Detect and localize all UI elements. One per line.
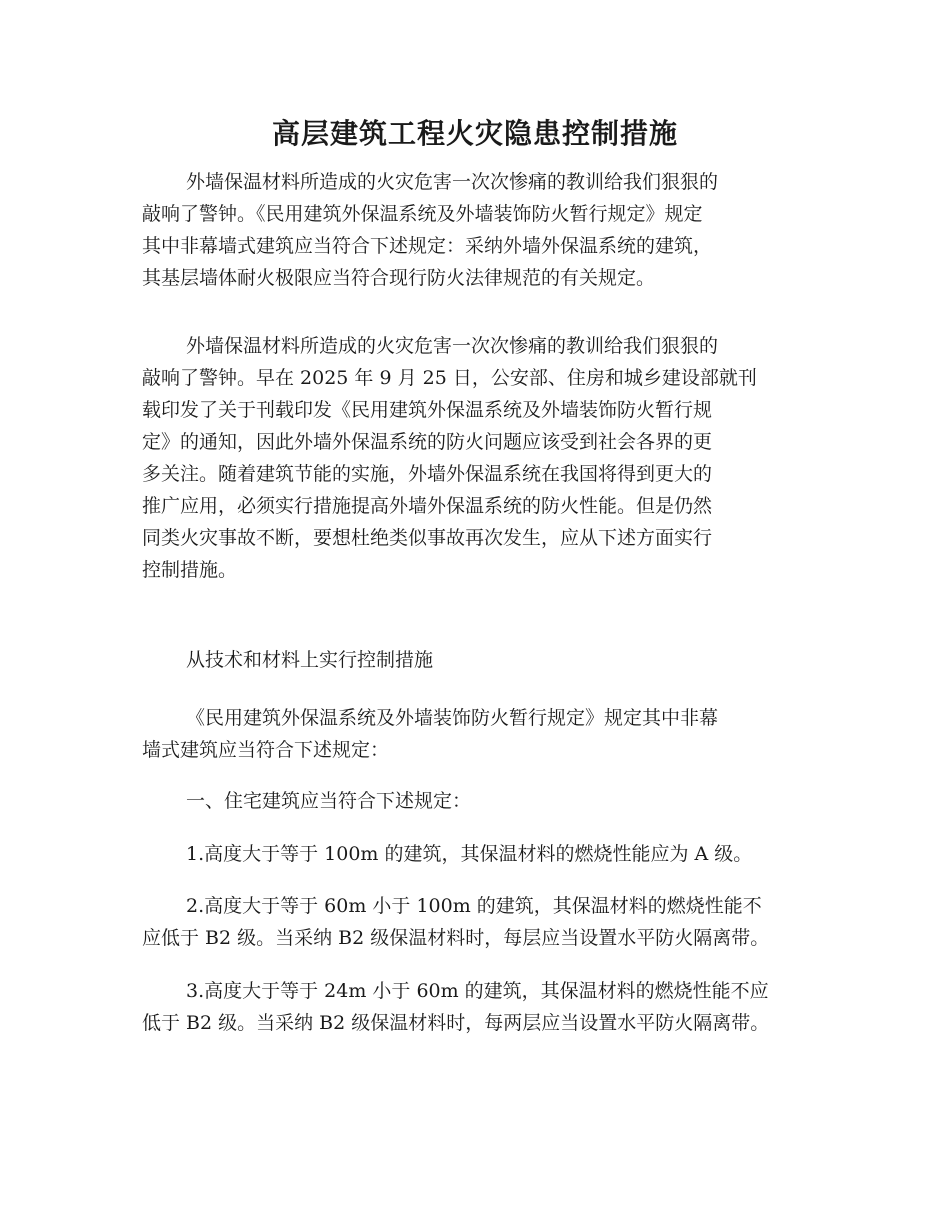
- paragraph-line: 从技术和材料上实行控制措施: [186, 649, 434, 671]
- list-heading: [142, 785, 832, 817]
- paragraph-intro: [142, 166, 832, 294]
- paragraph-line: 多关注。随着建筑节能的实施，外墙外保温系统在我国将得到更大的: [142, 463, 713, 485]
- list-item-2: [142, 890, 832, 954]
- paragraph-line: 1.高度大于等于 100m 的建筑，其保温材料的燃烧性能应为 A 级。: [186, 843, 753, 865]
- paragraph-line: 敲响了警钟。《民用建筑外保温系统及外墙装饰防火暂行规定》规定: [142, 203, 703, 225]
- paragraph-line: 墙式建筑应当符合下述规定：: [142, 739, 390, 761]
- document-title: 高层建筑工程火灾隐患控制措施: [271, 117, 678, 150]
- paragraph-line: 推广应用，必须实行措施提高外墙外保温系统的防火性能。但是仍然: [142, 495, 713, 517]
- paragraph-line: 外墙保温材料所造成的火灾危害一次次惨痛的教训给我们狠狠的: [186, 171, 719, 193]
- paragraph-line: 其基层墙体耐火极限应当符合现行防火法律规范的有关规定。: [142, 267, 656, 289]
- paragraph-line: 低于 B2 级。当采纳 B2 级保温材料时，每两层应当设置水平防火隔离带。: [142, 1012, 770, 1034]
- paragraph-line: 控制措施。: [142, 559, 238, 581]
- list-item-1: [142, 838, 832, 870]
- list-item-3: [142, 975, 832, 1039]
- paragraph-line: 《民用建筑外保温系统及外墙装饰防火暂行规定》规定其中非幕: [186, 707, 719, 729]
- paragraph-background: [142, 330, 832, 586]
- paragraph-line: 应低于 B2 级。当采纳 B2 级保温材料时，每层应当设置水平防火隔离带。: [142, 927, 770, 949]
- paragraph-line: 一、住宅建筑应当符合下述规定：: [186, 790, 472, 812]
- paragraph-line: 3.高度大于等于 24m 小于 60m 的建筑，其保温材料的燃烧性能不应: [186, 980, 769, 1002]
- paragraph-regulation: [142, 702, 832, 766]
- paragraph-line: 同类火灾事故不断，要想杜绝类似事故再次发生，应从下述方面实行: [142, 527, 713, 549]
- section-heading: [142, 644, 832, 676]
- paragraph-line: 载印发了关于刊载印发《民用建筑外保温系统及外墙装饰防火暂行规: [142, 399, 713, 421]
- paragraph-line: 2.高度大于等于 60m 小于 100m 的建筑，其保温材料的燃烧性能不: [186, 895, 762, 917]
- paragraph-line: 外墙保温材料所造成的火灾危害一次次惨痛的教训给我们狠狠的: [186, 335, 719, 357]
- paragraph-line: 定》的通知，因此外墙外保温系统的防火问题应该受到社会各界的更: [142, 431, 713, 453]
- paragraph-line: 其中非幕墙式建筑应当符合下述规定：采纳外墙外保温系统的建筑，: [142, 235, 713, 257]
- paragraph-line: 敲响了警钟。早在 2025 年 9 月 25 日，公安部、住房和城乡建设部就刊: [142, 367, 757, 389]
